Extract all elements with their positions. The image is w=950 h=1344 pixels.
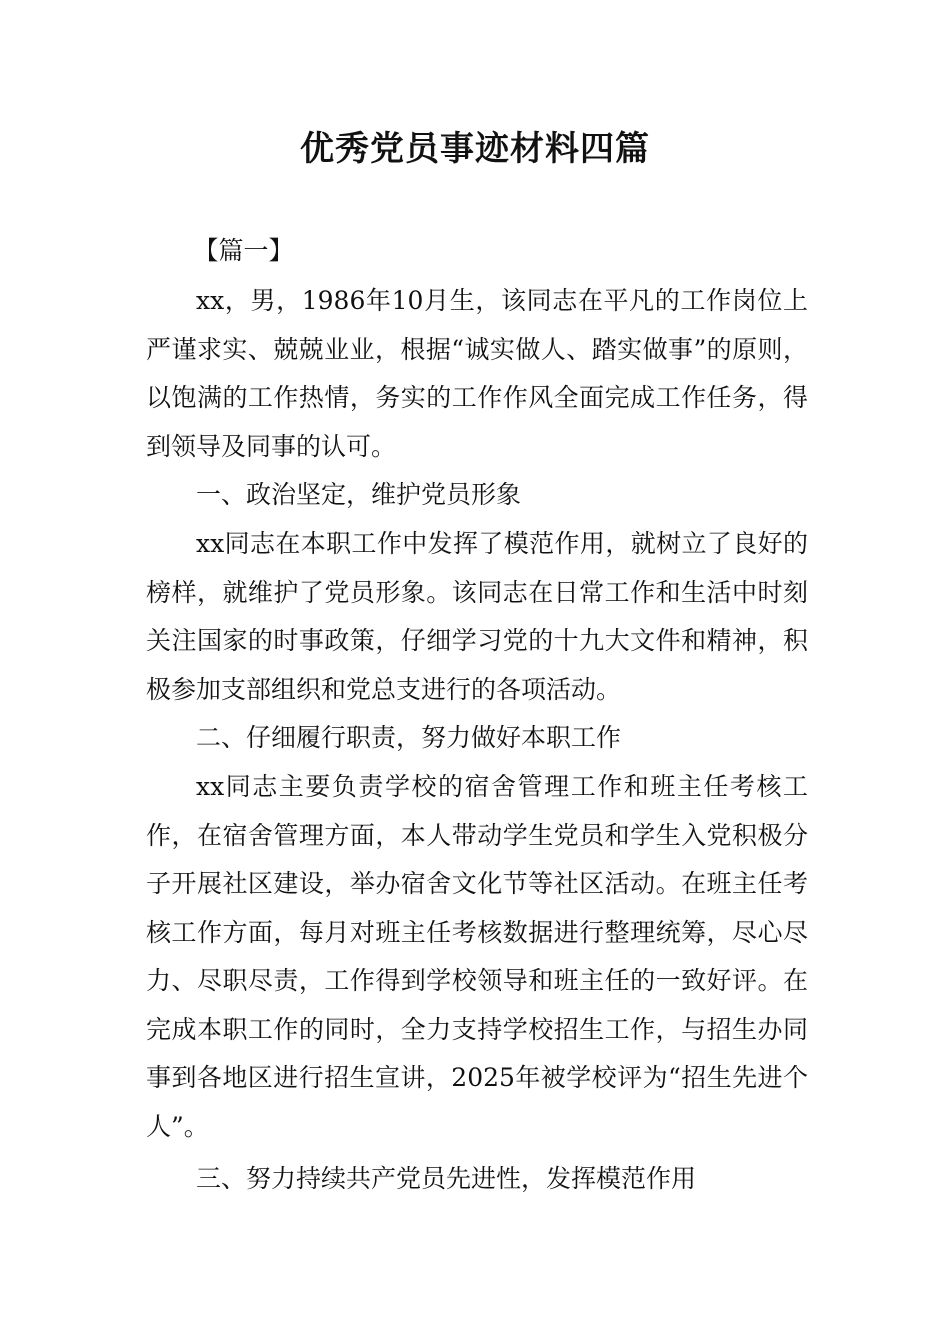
document-title: 优秀党员事迹材料四篇 — [300, 129, 650, 169]
intro-paragraph: xx，男，1986年10月生，该同志在平凡的工作岗位上严谨求实、兢兢业业，根据“诚实做人、踏实做事”的原则，以饱满的工作热情，务实的工作作风全面完成工作任务，得到领导及同事的认可。 — [146, 285, 808, 461]
section-heading-2: 二、仔细履行职责，努力做好本职工作 — [196, 723, 622, 753]
document-body — [146, 227, 808, 1203]
section-paragraph-2: xx同志主要负责学校的宿舍管理工作和班主任考核工作，在宿舍管理方面，本人带动学生党员和学生入党积极分子开展社区建设，举办宿舍文化节等社区活动。在班主任考核工作方面，每月对班主任考核数据进行整理统筹，尽心尽力、尽职尽责，工作得到学校领导和班主任的一致好评。在完成本职工作的同时，全力支持学校招生工作，与招生办同事到各地区进行招生宣讲，2025年被学校评为“招生先进个人”。 — [146, 771, 808, 1142]
part-label: 【篇一】 — [193, 236, 294, 265]
section-heading-3: 三、努力持续共产党员先进性，发挥模范作用 — [196, 1163, 697, 1193]
section-paragraph-1: xx同志在本职工作中发挥了模范作用，就树立了良好的榜样，就维护了党员形象。该同志在日常工作和生活中时刻关注国家的时事政策，仔细学习党的十九大文件和精神，积极参加支部组织和党总支进行的各项活动。 — [146, 528, 808, 704]
section-heading-1: 一、政治坚定，维护党员形象 — [196, 480, 522, 510]
